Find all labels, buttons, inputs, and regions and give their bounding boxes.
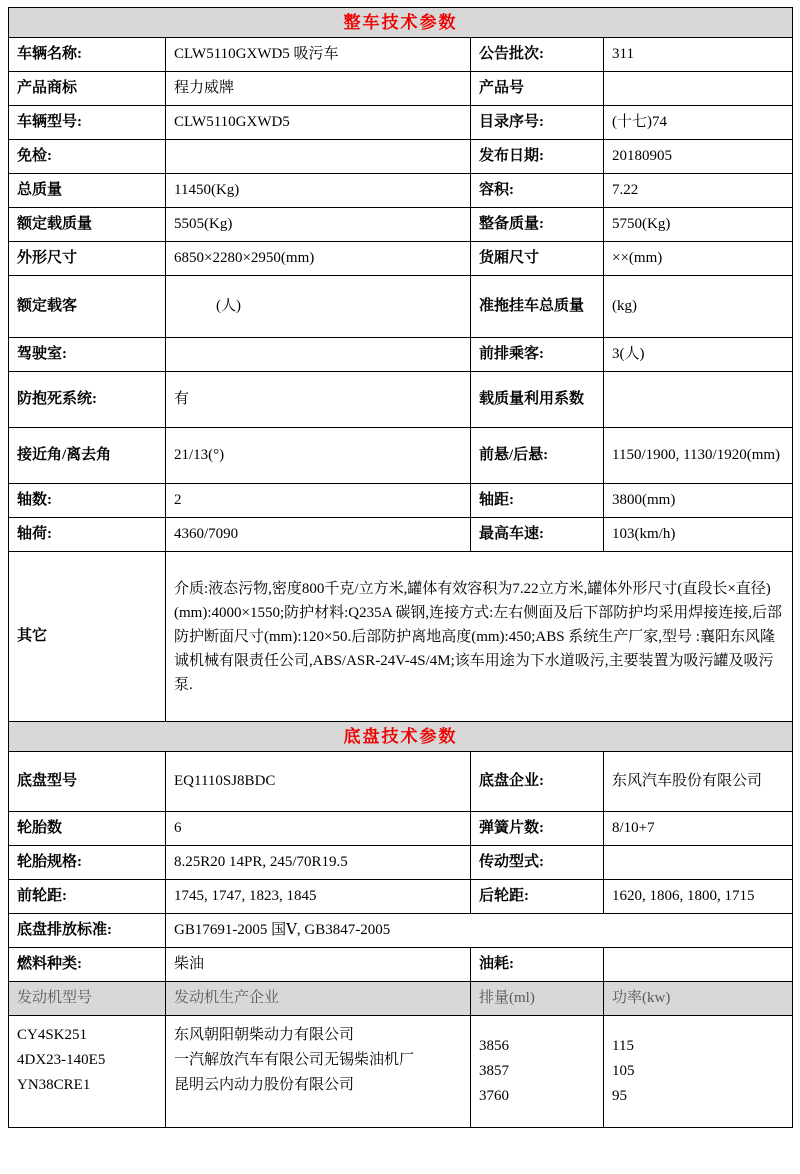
- table-row: [9, 914, 793, 948]
- wheelbase-value: 3800(mm): [604, 484, 793, 518]
- engine-model-line: CY4SK251: [17, 1027, 88, 1043]
- table-row: [9, 72, 793, 106]
- product-no-value: [604, 72, 793, 106]
- table-row: [9, 276, 793, 338]
- table-row: [9, 1016, 793, 1128]
- engine-displacement-header: 排量(ml): [471, 982, 604, 1016]
- table-row: [9, 722, 793, 752]
- engine-model-line: 4DX23-140E5: [17, 1052, 106, 1068]
- curb-mass-value: 5750(Kg): [604, 208, 793, 242]
- spec-table: [8, 7, 793, 1128]
- rear-track-label: 后轮距:: [471, 880, 604, 914]
- product-brand-value: 程力威牌: [166, 72, 471, 106]
- table-row: [9, 752, 793, 812]
- rear-track-value: 1620, 1806, 1800, 1715: [604, 880, 793, 914]
- transmission-type-value: [604, 846, 793, 880]
- overall-dimensions-value: 6850×2280×2950(mm): [166, 242, 471, 276]
- table-row: [9, 982, 793, 1016]
- chassis-emission-standard-value: GB17691-2005 国Ⅴ, GB3847-2005: [166, 914, 793, 948]
- front-track-value: 1745, 1747, 1823, 1845: [166, 880, 471, 914]
- chassis-model-label: 底盘型号: [9, 752, 166, 812]
- chassis-company-value: 东风汽车股份有限公司: [604, 752, 793, 812]
- table-row: [9, 38, 793, 72]
- tire-spec-label: 轮胎规格:: [9, 846, 166, 880]
- table-row: [9, 552, 793, 722]
- rated-passengers-value: (人): [166, 276, 471, 338]
- table-row: [9, 242, 793, 276]
- vehicle-name-value: CLW5110GXWD5 吸污车: [166, 38, 471, 72]
- table-row: [9, 948, 793, 982]
- abs-system-label: 防抱死系统:: [9, 372, 166, 428]
- engine-power-line: 105: [612, 1063, 635, 1079]
- chassis-model-value: EQ1110SJ8BDC: [166, 752, 471, 812]
- release-date-value: 20180905: [604, 140, 793, 174]
- towed-trailer-mass-label: 准拖挂车总质量: [471, 276, 604, 338]
- announcement-batch-value: 311: [604, 38, 793, 72]
- table-row: [9, 106, 793, 140]
- engine-maker-header: 发动机生产企业: [166, 982, 471, 1016]
- other-label: 其它: [9, 552, 166, 722]
- catalog-no-value: (十七)74: [604, 106, 793, 140]
- table-row: [9, 174, 793, 208]
- gross-mass-label: 总质量: [9, 174, 166, 208]
- table-row: [9, 338, 793, 372]
- axle-load-label: 轴荷:: [9, 518, 166, 552]
- rated-passengers-label: 额定载客: [9, 276, 166, 338]
- fuel-consumption-label: 油耗:: [471, 948, 604, 982]
- table-row: [9, 518, 793, 552]
- engine-power-cell: [604, 1016, 793, 1128]
- other-remarks-text: 介质:液态污物,密度800千克/立方米,罐体有效容积为7.22立方米,罐体外形尺寸(直段长×直径)(mm):4000×1550;防护材料:Q235A 碳钢,连接方式:左右侧面及后下部防护均采用焊接连接,后部防护断面尺寸(mm):120×50.后部防护离地高度(mm):450;ABS 系统生产厂家,型号 :襄阳东风隆诚机械有限责任公司,ABS/ASR-24V-4S/4M;该车用途为下水道吸污,主要装置为吸污罐及吸污泵.: [166, 552, 793, 722]
- front-track-label: 前轮距:: [9, 880, 166, 914]
- front-passengers-label: 前排乘客:: [471, 338, 604, 372]
- tank-volume-value: 7.22: [604, 174, 793, 208]
- vehicle-name-label: 车辆名称:: [9, 38, 166, 72]
- announcement-batch-label: 公告批次:: [471, 38, 604, 72]
- axle-count-value: 2: [166, 484, 471, 518]
- engine-model-line: YN38CRE1: [17, 1077, 91, 1093]
- approach-departure-angle-value: 21/13(°): [166, 428, 471, 484]
- tire-count-label: 轮胎数: [9, 812, 166, 846]
- engine-maker-line: 昆明云内动力股份有限公司: [174, 1077, 355, 1093]
- table-row: [9, 880, 793, 914]
- max-speed-label: 最高车速:: [471, 518, 604, 552]
- abs-system-value: 有: [166, 372, 471, 428]
- fuel-type-label: 燃料种类:: [9, 948, 166, 982]
- rated-load-label: 额定载质量: [9, 208, 166, 242]
- vehicle-model-label: 车辆型号:: [9, 106, 166, 140]
- fuel-consumption-value: [604, 948, 793, 982]
- chassis-emission-standard-label: 底盘排放标准:: [9, 914, 166, 948]
- product-no-label: 产品号: [471, 72, 604, 106]
- table-row: [9, 484, 793, 518]
- transmission-type-label: 传动型式:: [471, 846, 604, 880]
- table-row: [9, 428, 793, 484]
- front-rear-overhang-label: 前悬/后悬:: [471, 428, 604, 484]
- tire-count-value: 6: [166, 812, 471, 846]
- table-row: [9, 140, 793, 174]
- spring-leaf-count-value: 8/10+7: [604, 812, 793, 846]
- front-passengers-value: 3(人): [604, 338, 793, 372]
- load-utilization-factor-value: [604, 372, 793, 428]
- cab-label: 驾驶室:: [9, 338, 166, 372]
- chassis-section-title: 底盘技术参数: [9, 722, 793, 752]
- product-brand-label: 产品商标: [9, 72, 166, 106]
- tank-volume-label: 容积:: [471, 174, 604, 208]
- approach-departure-angle-label: 接近角/离去角: [9, 428, 166, 484]
- engine-power-header: 功率(kw): [604, 982, 793, 1016]
- tire-spec-value: 8.25R20 14PR, 245/70R19.5: [166, 846, 471, 880]
- engine-displacement-line: 3760: [479, 1088, 509, 1104]
- engine-power-line: 115: [612, 1038, 634, 1054]
- curb-mass-label: 整备质量:: [471, 208, 604, 242]
- inspection-free-value: [166, 140, 471, 174]
- engine-displacement-line: 3856: [479, 1038, 509, 1054]
- engine-makers-cell: [166, 1016, 471, 1128]
- table-row: [9, 812, 793, 846]
- overall-dimensions-label: 外形尺寸: [9, 242, 166, 276]
- axle-count-label: 轴数:: [9, 484, 166, 518]
- axle-load-value: 4360/7090: [166, 518, 471, 552]
- table-row: [9, 846, 793, 880]
- inspection-free-label: 免检:: [9, 140, 166, 174]
- vehicle-section-title: 整车技术参数: [9, 8, 793, 38]
- cab-value: [166, 338, 471, 372]
- table-row: [9, 372, 793, 428]
- engine-displacement-line: 3857: [479, 1063, 509, 1079]
- gross-mass-value: 11450(Kg): [166, 174, 471, 208]
- engine-power-line: 95: [612, 1088, 627, 1104]
- engine-maker-line: 东风朝阳朝柴动力有限公司: [174, 1027, 355, 1043]
- cargo-box-dimensions-label: 货厢尺寸: [471, 242, 604, 276]
- engine-model-header: 发动机型号: [9, 982, 166, 1016]
- vehicle-model-value: CLW5110GXWD5: [166, 106, 471, 140]
- wheelbase-label: 轴距:: [471, 484, 604, 518]
- max-speed-value: 103(km/h): [604, 518, 793, 552]
- spring-leaf-count-label: 弹簧片数:: [471, 812, 604, 846]
- load-utilization-factor-label: 载质量利用系数: [471, 372, 604, 428]
- table-row: [9, 8, 793, 38]
- engine-models-cell: [9, 1016, 166, 1128]
- chassis-company-label: 底盘企业:: [471, 752, 604, 812]
- cargo-box-dimensions-value: ××(mm): [604, 242, 793, 276]
- towed-trailer-mass-value: (kg): [604, 276, 793, 338]
- fuel-type-value: 柴油: [166, 948, 471, 982]
- rated-load-value: 5505(Kg): [166, 208, 471, 242]
- engine-displacement-cell: [471, 1016, 604, 1128]
- release-date-label: 发布日期:: [471, 140, 604, 174]
- catalog-no-label: 目录序号:: [471, 106, 604, 140]
- front-rear-overhang-value: 1150/1900, 1130/1920(mm): [604, 428, 793, 484]
- table-row: [9, 208, 793, 242]
- engine-maker-line: 一汽解放汽车有限公司无锡柴油机厂: [174, 1052, 415, 1068]
